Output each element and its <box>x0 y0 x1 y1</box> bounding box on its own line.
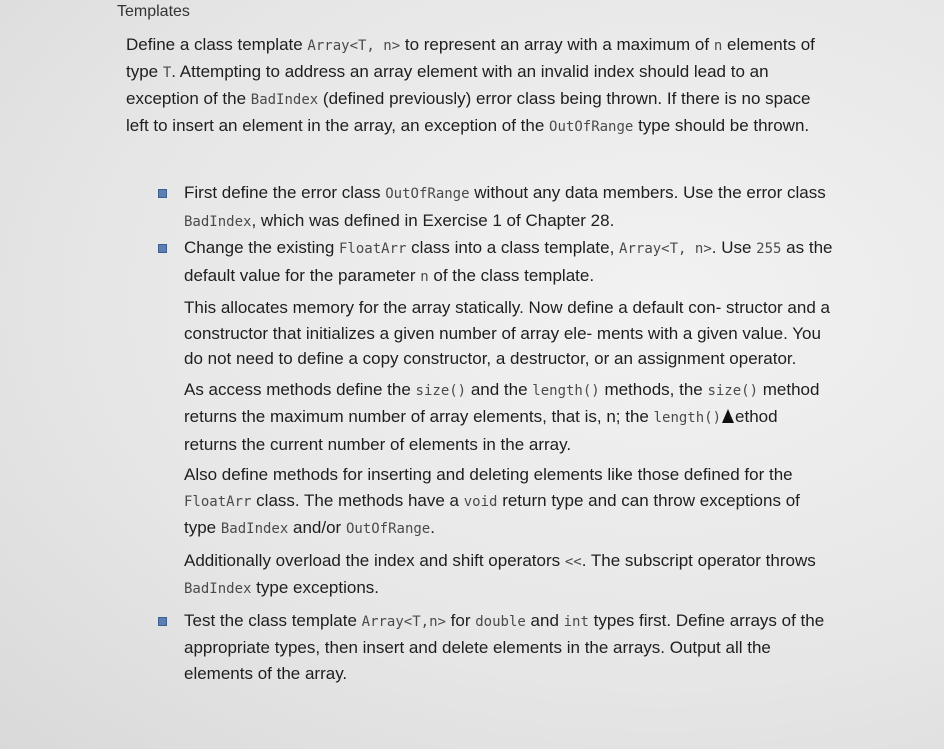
intro-code-outofrange: OutOfRange <box>549 119 634 135</box>
item1-text-3: , which was defined in Exercise 1 of Chapter 28. <box>251 210 615 230</box>
p5-code-outofrange: OutOfRange <box>345 521 431 537</box>
p5-code-floatarr: FloatArr <box>184 493 252 510</box>
intro-code-array-template: Array<T, n> <box>307 38 401 54</box>
item2-code-floatarr: FloatArr <box>339 241 407 257</box>
intro-text-3: elements of type <box>126 35 815 81</box>
p5-code-badindex: BadIndex <box>220 521 289 537</box>
p5-text-1: Also define methods for inserting and deleting elements like those defined for the <box>184 465 793 484</box>
p6-text-1: Additionally overload the index and shift operators <box>184 550 565 570</box>
p5-text-3: return type and can throw exceptions of type <box>184 490 800 537</box>
list-item-3 <box>184 608 834 687</box>
item2-code-n: n <box>420 268 429 285</box>
item3-text-1: Test the class template <box>184 610 362 630</box>
intro-text-2: to represent an array with a maximum of <box>400 35 714 54</box>
p4-code-length-2: length() <box>653 410 722 426</box>
item3-text-2: for <box>445 610 476 630</box>
square-bullet-icon <box>158 189 167 198</box>
item3-code-array-template: Array<T,n> <box>361 613 446 630</box>
item3-code-int: int <box>563 613 589 630</box>
square-bullet-icon <box>158 244 167 253</box>
p4-text-2: and the <box>466 379 533 399</box>
p6-text-2: . The subscript operator throws <box>581 550 816 570</box>
intro-code-n: n <box>713 38 723 54</box>
item2-code-array-template: Array<T, n> <box>619 241 712 257</box>
item1-code-outofrange: OutOfRange <box>385 186 470 202</box>
intro-code-t: T <box>162 65 172 81</box>
item3-code-double: double <box>475 613 526 630</box>
list-item-1 <box>184 180 834 235</box>
p6-code-shift: << <box>564 553 582 570</box>
intro-text-4: . Attempting to address an array element with an invalid index should lead to an exception of the <box>126 62 769 108</box>
list-item-2 <box>184 235 834 290</box>
item1-text-2: without any data members. Use the error class <box>469 183 826 202</box>
section-title: Templates <box>117 3 190 20</box>
p5-text-2: class. The methods have a <box>251 490 464 510</box>
p4-text-1: As access methods define the <box>184 379 416 399</box>
item1-code-badindex: BadIndex <box>184 213 252 230</box>
p4-code-size: size() <box>415 382 467 399</box>
item1-text-1: First define the error class <box>184 183 386 202</box>
mouse-pointer-icon <box>722 409 734 423</box>
item2-text-4: as the default value for the parameter <box>184 238 833 285</box>
p5-text-5: . <box>430 518 435 537</box>
exercise-list <box>184 180 834 686</box>
intro-paragraph <box>126 32 826 140</box>
item2-code-255: 255 <box>756 241 782 257</box>
item2-text-5: of the class template. <box>428 265 595 285</box>
p5-code-void: void <box>463 493 498 510</box>
p5-text-4: and/or <box>288 518 346 537</box>
p6-code-badindex: BadIndex <box>184 581 252 597</box>
intro-code-badindex: BadIndex <box>250 92 319 108</box>
item3-text-3: and <box>525 610 564 630</box>
p4-code-length: length() <box>532 382 600 399</box>
item2-text-1: Change the existing <box>184 238 339 257</box>
item2-text-3: . Use <box>711 238 757 257</box>
paragraph-access-methods <box>184 377 834 458</box>
item2-text-2: class into a class template, <box>406 238 620 257</box>
item3-text-4: types first. Define arrays of the appropriate types, then insert and delete elements in the arrays. Output all the elements of the array. <box>184 610 825 683</box>
square-bullet-icon <box>158 617 167 626</box>
p4-text-4: method returns the maximum number of array elements, that is, n; the <box>184 379 820 426</box>
p4-text-5: ethod returns the current number of elements in the array. <box>184 407 778 454</box>
intro-text-6: type should be thrown. <box>633 116 810 135</box>
p4-code-size-2: size() <box>707 382 759 399</box>
paragraph-operators <box>184 548 834 603</box>
p6-text-3: type exceptions. <box>251 578 380 597</box>
paragraph-insert-delete <box>184 462 834 543</box>
p4-text-3: methods, the <box>599 379 708 399</box>
intro-text-1: Define a class template <box>126 35 308 54</box>
paragraph-static-allocation: This allocates memory for the array statically. Now define a default con- structor and a constructor that initializes a given number of array ele- ments with a given value. You do not need to define a copy constructor, a destructor, or an assignment operator. <box>184 298 830 368</box>
intro-text-5: (defined previously) error class being thrown. If there is no space left to insert an element in the array, an exception of the <box>126 89 811 135</box>
